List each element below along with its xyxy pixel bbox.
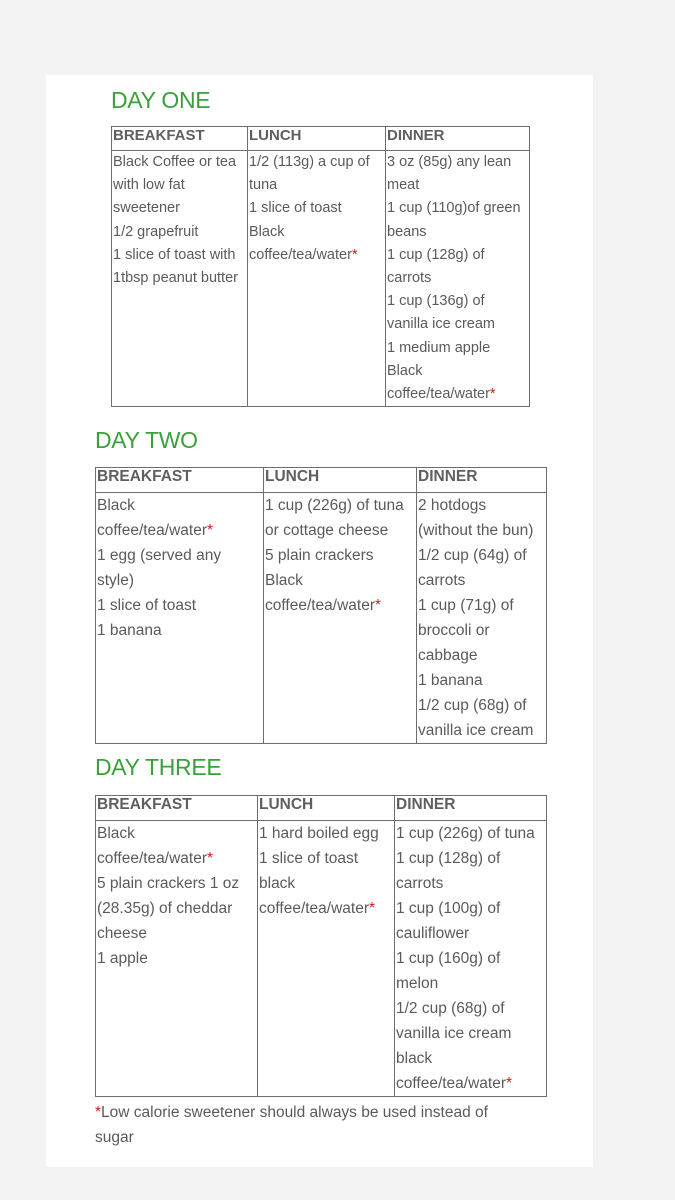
day-two-title: DAY TWO	[95, 427, 198, 453]
lunch-cell	[258, 821, 395, 1097]
dinner-cell	[395, 821, 547, 1097]
menu-line-text: coffee/tea/water	[97, 522, 208, 539]
menu-line: 2 hotdogs	[418, 497, 487, 514]
breakfast-header: BREAKFAST	[112, 127, 248, 151]
menu-line: cheese	[97, 925, 147, 942]
menu-line: 1 slice of toast with	[113, 246, 236, 263]
menu-line: 1 cup (71g) of	[418, 597, 514, 614]
menu-line: black	[396, 1050, 433, 1067]
menu-line: 5 plain crackers 1 oz	[97, 875, 240, 892]
menu-line: 1 cup (226g) of tuna	[265, 497, 404, 514]
menu-line: 1/2 (113g) a cup of	[249, 154, 370, 170]
menu-line-text: coffee/tea/water	[387, 386, 490, 403]
menu-line: meat	[387, 177, 420, 194]
asterisk-mark: *	[369, 900, 376, 917]
menu-line: carrots	[418, 572, 466, 589]
menu-line	[97, 846, 257, 871]
footnote-line: sugar	[95, 1129, 134, 1146]
table-header-row	[96, 796, 547, 821]
menu-line: with low fat	[113, 177, 185, 194]
menu-line: 1 cup (110g)of green	[387, 200, 521, 217]
dinner-cell	[386, 151, 530, 407]
menu-line: 1 slice of toast	[259, 850, 359, 867]
menu-line: carrots	[396, 875, 444, 892]
asterisk-mark: *	[207, 850, 214, 867]
menu-line	[249, 244, 385, 267]
menu-line: vanilla ice cream	[387, 316, 495, 333]
footnote-line	[95, 1100, 545, 1125]
menu-line: 1 banana	[418, 672, 483, 689]
menu-line: Black	[387, 362, 423, 379]
menu-line: 1 banana	[97, 622, 162, 639]
menu-line: vanilla ice cream	[418, 722, 534, 739]
menu-line: 1 cup (128g) of	[396, 850, 501, 867]
table-row	[96, 493, 547, 744]
lunch-cell	[248, 151, 386, 407]
menu-line: vanilla ice cream	[396, 1025, 512, 1042]
breakfast-header: BREAKFAST	[96, 796, 258, 821]
asterisk-mark: *	[351, 246, 358, 263]
menu-line	[265, 593, 416, 618]
menu-line: 1/2 grapefruit	[113, 223, 199, 240]
menu-line	[387, 383, 529, 406]
menu-line: 1 cup (136g) of	[387, 293, 485, 310]
lunch-cell	[264, 493, 417, 744]
menu-line: Black	[249, 223, 285, 240]
dinner-cell	[417, 493, 547, 744]
asterisk-mark: *	[506, 1075, 513, 1092]
footnote	[95, 1100, 545, 1150]
dinner-header: DINNER	[386, 127, 530, 151]
asterisk-mark: *	[489, 386, 496, 403]
asterisk-mark: *	[375, 597, 382, 614]
menu-line: 1/2 cup (64g) of	[418, 547, 527, 564]
menu-line: 1 cup (100g) of	[396, 900, 501, 917]
breakfast-header: BREAKFAST	[96, 468, 264, 493]
menu-line: (28.35g) of cheddar	[97, 900, 233, 917]
menu-line-text: coffee/tea/water	[265, 597, 376, 614]
menu-line	[259, 896, 394, 921]
menu-line: carrots	[387, 270, 432, 287]
lunch-header: LUNCH	[248, 127, 386, 151]
breakfast-cell	[112, 151, 248, 407]
asterisk-mark: *	[207, 522, 214, 539]
menu-line: 1tbsp peanut butter	[113, 270, 238, 287]
menu-line: beans	[387, 223, 427, 240]
day-three-table	[95, 795, 547, 1097]
menu-line: 1 hard boiled egg	[259, 825, 379, 842]
menu-line: black	[259, 875, 296, 892]
table-row	[112, 151, 530, 407]
menu-line: Black Coffee or tea	[113, 154, 237, 170]
day-one-table	[111, 126, 530, 407]
menu-line: broccoli or	[418, 622, 490, 639]
menu-line: melon	[396, 975, 439, 992]
table-header-row	[112, 127, 530, 151]
breakfast-cell	[96, 821, 258, 1097]
menu-line: sweetener	[113, 200, 180, 217]
menu-line-text: coffee/tea/water	[97, 850, 208, 867]
menu-line-text: coffee/tea/water	[396, 1075, 507, 1092]
breakfast-cell	[96, 493, 264, 744]
menu-line: 1 cup (160g) of	[396, 950, 501, 967]
dinner-header: DINNER	[417, 468, 547, 493]
day-three-title: DAY THREE	[95, 754, 222, 780]
menu-line: Black	[265, 572, 303, 589]
ghost-text-artifact	[112, 410, 222, 420]
menu-line: 1 slice of toast	[249, 200, 342, 217]
menu-line: cabbage	[418, 647, 478, 664]
lunch-header: LUNCH	[258, 796, 395, 821]
menu-line	[97, 518, 263, 543]
menu-line: 1 apple	[97, 950, 148, 967]
menu-line: or cottage cheese	[265, 522, 389, 539]
day-two-table	[95, 467, 547, 744]
menu-line-text: coffee/tea/water	[249, 246, 352, 263]
menu-line: 1 medium apple	[387, 339, 491, 356]
menu-line: 1/2 cup (68g) of	[418, 697, 527, 714]
table-header-row	[96, 468, 547, 493]
menu-line: (without the bun)	[418, 522, 534, 539]
asterisk-mark: *	[95, 1104, 102, 1121]
menu-line: tuna	[249, 177, 278, 194]
menu-line: 3 oz (85g) any lean	[387, 154, 512, 170]
menu-line: 5 plain crackers	[265, 547, 374, 564]
menu-line	[396, 1071, 546, 1096]
menu-line: Black	[97, 497, 135, 514]
menu-line: 1 egg (served any	[97, 547, 222, 564]
menu-line: 1 slice of toast	[97, 597, 197, 614]
table-row	[96, 821, 547, 1097]
lunch-header: LUNCH	[264, 468, 417, 493]
dinner-header: DINNER	[395, 796, 547, 821]
menu-line: 1/2 cup (68g) of	[396, 1000, 505, 1017]
menu-line: style)	[97, 572, 135, 589]
day-one-title: DAY ONE	[111, 87, 211, 113]
menu-line: 1 cup (226g) of tuna	[396, 825, 535, 842]
menu-line: Black	[97, 825, 135, 842]
menu-line: cauliflower	[396, 925, 470, 942]
footnote-text: Low calorie sweetener should always be used instead of	[101, 1104, 488, 1121]
menu-line-text: coffee/tea/water	[259, 900, 370, 917]
menu-line: 1 cup (128g) of	[387, 246, 485, 263]
